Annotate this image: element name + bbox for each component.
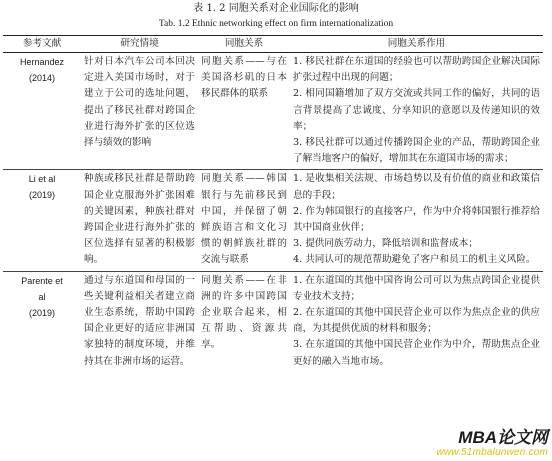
effect-item: 3. 在东道国的其他中国民营企业作为中介，帮助焦点企业更好的融入当地市场。 — [293, 339, 540, 367]
effect-item: 2. 在东道国的其他中国民营企业可以作为焦点企业的供应商，为其提供优质的材料和服务； — [293, 307, 540, 335]
effects-cell — [290, 170, 543, 271]
effect-item: 1. 移民社群在东道国的经验也可以帮助跨国企业解决国际扩张过程中出现的问题； — [293, 56, 540, 84]
context-cell: 通过与东道国和母国的一些关键利益相关者建立商业生态系统，帮助中国跨国企业更好的适应非洲国家独特的制度环境，并维持其在非洲市场的运营。 — [84, 274, 195, 367]
effect-item: 3. 移民社群可以通过传播跨国企业的产品，帮助跨国企业了解当地客户的偏好，增加其在东道国市场的需求； — [293, 137, 540, 165]
reference-author: Parente et — [21, 275, 63, 286]
effect-item: 4. 共同认可的规范帮助避免了客户和员工的机主义风险。 — [293, 254, 536, 266]
table-row — [3, 271, 543, 372]
header-effects: 同胞关系作用 — [387, 38, 446, 49]
effects-cell — [290, 271, 543, 372]
header-reference: 参考文献 — [22, 38, 62, 49]
table-caption-chinese: 表 1. 2 同胞关系对企业国际化的影响 — [193, 3, 359, 14]
relation-cell: 同胞关系——与在美国洛杉矶的日本移民群体的联系 — [201, 56, 287, 100]
header-context: 研究情境 — [120, 38, 159, 49]
site-watermark — [436, 429, 548, 459]
reference-year: (2014) — [28, 73, 55, 83]
table-row — [3, 170, 543, 271]
context-cell: 针对日本汽车公司本回决定进入美国市场时，对于建立于公司的选址问题，提出了移民社群对跨国企业进行海外扩张的区位选择与绩效的影响 — [84, 56, 195, 149]
table-header-row — [3, 36, 543, 53]
watermark-url: www.51mbalunwen.com — [436, 447, 548, 458]
reference-author: Hernandez — [19, 57, 65, 67]
context-cell: 种族或移民社群是帮助跨国企业克服海外扩张困难的关键因素，种族社群对跨国企业进行海外扩张的区位选择有显著的积极影响。 — [84, 173, 195, 266]
reference-cell — [3, 170, 81, 271]
table-caption-english: Tab. 1.2 Ethnic networking effect on firm internationalization — [158, 19, 394, 29]
effect-item: 1. 在东道国的其他中国咨询公司可以为焦点跨国企业提供专业技术支持； — [293, 274, 540, 302]
watermark-title: MBA论文网 — [458, 428, 548, 447]
header-relation: 同胞关系 — [224, 38, 264, 49]
table-row — [3, 53, 543, 170]
reference-author: Li et al — [28, 174, 56, 185]
reference-year: (2019) — [28, 190, 55, 201]
effect-item: 3. 提供同族劳动力，降低培训和监督成本； — [293, 238, 478, 250]
reference-author-suffix: al — [38, 291, 46, 302]
effect-item: 2. 作为韩国银行的直接客户，作为中介将韩国银行推荐给其中国商业伙伴； — [293, 205, 540, 234]
reference-year: (2019) — [28, 307, 55, 318]
effect-item: 2. 相同国籍增加了双方交流或共同工作的偏好，共同的语言背景提高了忠诚度、分享知识的意愿以及传递知识的效率； — [293, 88, 540, 132]
relation-cell: 同胞关系——韩国银行与先前移民到中国，并保留了朝鲜族语言和文化习惯的朝鲜族社群的交流与联系 — [201, 173, 287, 266]
effects-cell — [290, 53, 543, 170]
literature-table — [3, 35, 543, 372]
reference-cell — [3, 53, 81, 170]
reference-cell — [3, 271, 81, 372]
effect-item: 1. 是收集相关法规、市场趋势以及有价值的商业和政策信息的手段； — [293, 173, 540, 201]
relation-cell: 同胞关系——在非洲的许多中国跨国企业联合起来，相互帮助、资源共享。 — [201, 274, 287, 351]
